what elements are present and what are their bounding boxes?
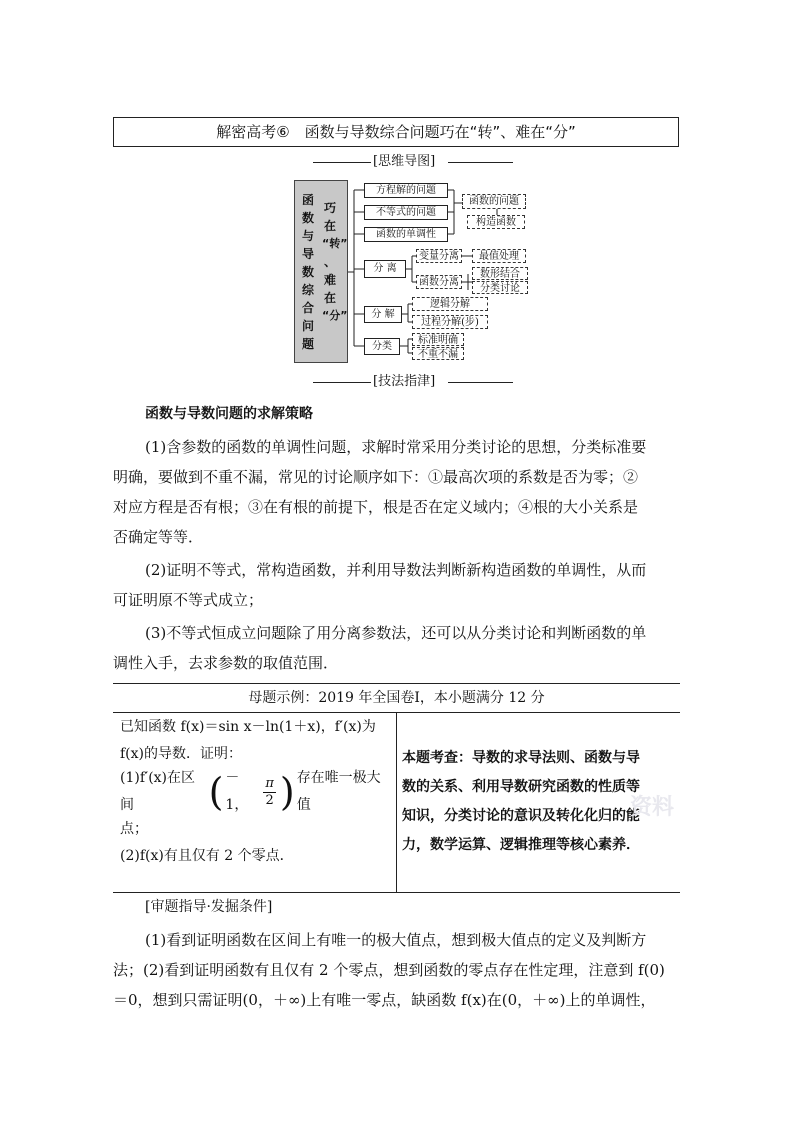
table-top-rule: [113, 683, 680, 684]
mm-clear-standard: 标准明确: [412, 333, 464, 346]
analysis-line: 本题考查：导数的求导法则、函数与导: [402, 750, 640, 766]
mm-separation: 分 离: [364, 260, 406, 278]
guide-line: ＝0，想到只需证明(0，＋∞)上有唯一零点，缺函数 f(x)在(0，＋∞)上的单调性，: [113, 991, 656, 1009]
interval-fraction: [263, 776, 276, 809]
paragraph-line: (1)含参数的函数的单调性问题，求解时常采用分类讨论的思想，分类标准要: [145, 438, 647, 456]
section-rule-right: [448, 382, 513, 383]
mind-map-root-char: 问: [301, 319, 314, 333]
mind-map-root-char: 函: [301, 193, 314, 207]
mm-case-discussion: 分类讨论: [472, 281, 528, 294]
mind-map-root-char: 与: [301, 229, 314, 243]
mind-map-root-char: 综: [301, 283, 314, 297]
mind-map-root-char: 在: [323, 219, 336, 233]
problem-line: 已知函数 f(x)＝sin x－ln(1＋x)，f′(x)为: [120, 719, 376, 735]
mm-logic-decomposition: 逻辑分解: [412, 297, 488, 311]
strategy-title: 函数与导数问题的求解策略: [145, 406, 313, 422]
mm-number-shape: 数形结合: [472, 267, 528, 280]
fraction-denominator: 2: [265, 792, 274, 808]
mind-map-root-char: 合: [301, 301, 314, 315]
section-rule-left: [313, 162, 371, 163]
section-rule-left: [313, 382, 371, 383]
paragraph-line: 调性入手，去求参数的取值范围．: [113, 654, 339, 672]
table-column-divider: [396, 712, 397, 892]
mind-map-root-char: “分”: [322, 309, 348, 322]
mind-map-root-char: 题: [301, 337, 314, 351]
mm-branch-monotonicity: 函数的单调性: [364, 227, 448, 242]
mm-extremum-handling: 最值处理: [472, 249, 526, 263]
mind-map-root-char: 在: [323, 291, 336, 305]
problem-line: 点；: [120, 821, 148, 837]
paragraph-line: 否确定等等．: [113, 528, 204, 546]
section-rule-right: [448, 162, 513, 163]
mind-map-root-char: 巧: [323, 201, 336, 215]
problem-line: (2)f(x)有且仅有 2 个零点．: [120, 848, 294, 864]
page-title: 解密高考⑥ 函数与导数综合问题巧在“转”、难在“分”: [113, 117, 679, 147]
table-bottom-rule: [113, 892, 680, 893]
mm-construct-function: 构造函数: [467, 215, 525, 229]
analysis-line: 数的关系、利用导数研究函数的性质等: [402, 779, 640, 795]
guide-line: 法；(2)看到证明函数有且仅有 2 个零点，想到函数的零点存在性定理，注意到 f(0): [113, 961, 665, 979]
guide-heading: [审题指导·发掘条件]: [145, 899, 273, 915]
paragraph-line: (2)证明不等式，常构造函数，并利用导数法判断新构造函数的单调性，从而: [145, 561, 647, 579]
paragraph-line: 可证明原不等式成立；: [113, 591, 264, 609]
interval-left-paren: (: [208, 770, 224, 814]
mind-map-root-char: 、: [323, 255, 336, 269]
example-problem: [120, 714, 392, 870]
paragraph-line: 对应方程是否有根；③在有根的前提下，根是否在定义域内；④根的大小关系是: [113, 498, 639, 516]
guide-line: (1)看到证明函数在区间上有唯一的极大值点，想到极大值点的定义及判断方: [145, 931, 647, 949]
watermark: 资料: [630, 794, 675, 820]
paragraph-line: (3)不等式恒成立问题除了用分离参数法，还可以从分类讨论和判断函数的单: [145, 624, 647, 642]
mind-map-root-char: 导: [301, 247, 314, 261]
mm-function-separation: 函数分离: [416, 275, 462, 289]
problem-line: f(x)的导数．证明：: [120, 746, 243, 762]
section-heading-mindmap: [思维导图]: [373, 154, 436, 169]
analysis-line: 知识，分类讨论的意识及转化化归的能: [402, 808, 640, 824]
mind-map-root-char: “转”: [322, 237, 348, 250]
mm-variable-separation: 变量分离: [416, 249, 462, 263]
interval-lower: －1，: [225, 770, 249, 813]
mm-branch-inequality: 不等式的问题: [364, 205, 448, 220]
mind-map-root-char: 数: [301, 265, 314, 279]
mm-function-problem: 函数的问题: [462, 194, 526, 209]
problem-part-b: 存在唯一极大值: [296, 770, 381, 813]
mm-classification: 分类: [364, 338, 400, 355]
mm-branch-equation: 方程解的问题: [364, 183, 448, 198]
problem-part-a: (1)f′(x)在区间: [120, 770, 196, 813]
mind-map-root-char: 难: [323, 273, 336, 287]
mm-decomposition: 分 解: [364, 306, 402, 323]
paragraph-line: 明确，要做到不重不漏，常见的讨论顺序如下：①最高次项的系数是否为零；②: [113, 468, 639, 486]
fraction-numerator: π: [265, 775, 274, 791]
analysis-line: 力，数学运算、逻辑推理等核心素养．: [402, 837, 640, 853]
example-header: 母题示例：2019 年全国卷Ⅰ，本小题满分 12 分: [248, 690, 545, 706]
mind-map: [292, 178, 537, 366]
mm-no-overlap: 不重不漏: [412, 347, 464, 360]
mind-map-root-char: 数: [301, 211, 314, 225]
problem-line-interval: [120, 768, 392, 816]
section-heading-technique: [技法指津]: [373, 374, 436, 389]
interval-right-paren: ): [279, 770, 295, 814]
mm-process-decomposition: 过程分解(步): [412, 315, 488, 329]
